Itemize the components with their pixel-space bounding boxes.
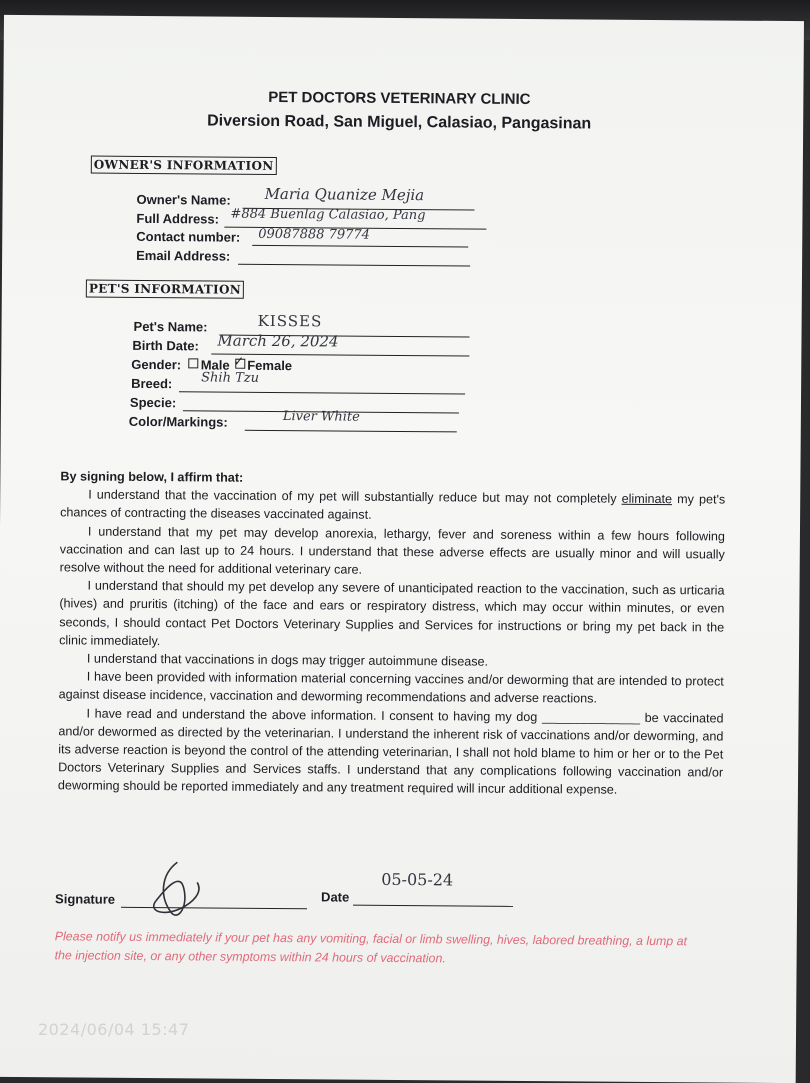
date-line — [353, 904, 513, 907]
owner-name-label: Owner's Name: — [136, 191, 231, 208]
owner-section-title: OWNER'S INFORMATION — [91, 156, 277, 175]
agreement-lead: By signing below, I affirm that: — [60, 469, 244, 485]
male-label: Male — [200, 357, 230, 373]
pet-name-value: KISSES — [257, 311, 323, 331]
agreement-text — [58, 467, 726, 800]
male-checkbox[interactable] — [189, 358, 199, 368]
breed-value: Shih Tzu — [201, 370, 260, 386]
clinic-address: Diversion Road, San Miguel, Calasiao, Pangasinan — [207, 112, 592, 133]
date-value: 05-05-24 — [381, 869, 454, 890]
birth-date-line — [211, 352, 469, 356]
email-label: Email Address: — [136, 247, 231, 264]
check-mark-icon: ✓ — [233, 353, 245, 369]
agreement-paragraph-4: I understand that vaccinations in dogs may trigger autoimmune disease. — [86, 651, 489, 669]
photo-timestamp: 2024/06/04 15:47 — [38, 1020, 190, 1039]
signature-scribble — [137, 856, 218, 927]
clinic-name: PET DOCTORS VETERINARY CLINIC — [268, 88, 531, 108]
pet-name-label: Pet's Name: — [133, 318, 208, 335]
color-markings-value: Liver White — [282, 409, 360, 425]
owner-name-value: Maria Quanize Mejia — [264, 184, 425, 205]
vaccination-notice: Please notify us immediately if your pet has any vomiting, facial or limb swelling, hives, labored breathing, a lump at the injection site, or any other symptoms within 24 hours of vaccination. — [54, 929, 688, 966]
agreement-paragraph-3: I understand that should my pet develop any severe of unanticipated reaction to the vaccination, such as urticaria (hives) and pruritis (itching) of the face and ears or respiratory distress, which may occur within minutes, or even seconds, I should contact Pet Doctors Veterinary Supplies and Services for instructions or bring my pet back in the clinic immediately. — [59, 578, 725, 648]
agreement-paragraph-6 — [58, 704, 724, 800]
breed-label: Breed: — [131, 375, 173, 392]
color-markings-label: Color/Markings: — [128, 413, 228, 430]
birth-date-value: March 26, 2024 — [217, 331, 339, 351]
address-label: Full Address: — [136, 210, 220, 227]
agreement-p1-tail: my pet's chances of contracting the diseases vaccinated against. — [60, 492, 726, 523]
breed-line — [179, 390, 465, 394]
agreement-paragraph-5: I have been provided with information material concerning vaccines and/or deworming that are intended to protect against disease incidence, vaccination and deworming recommendations and adverse reactions. — [58, 669, 724, 706]
contact-label: Contact number: — [136, 228, 241, 245]
signature-label: Signature — [55, 891, 116, 907]
agreement-paragraph-1 — [60, 486, 725, 528]
pet-section-title: PET'S INFORMATION — [86, 280, 244, 299]
contact-line — [252, 244, 468, 248]
contact-value: 09087888 79774 — [258, 226, 371, 243]
female-checkbox[interactable] — [233, 353, 245, 369]
agreement-p6-tail: be vaccinated and/or dewormed as directed by the veterinarian. I understand the inherent risk of vaccinations and/or deworming, and its adverse reaction is beyond the control of the attending veterinarian, I shall not hold blame to him or her or to the Pet Doctors Veterinary Supplies and Services staffs. I understand that any complications following vaccination and/or deworming should be reported immediately and any treatment required will incur additional expense. — [57, 710, 724, 798]
color-markings-line — [245, 429, 457, 433]
email-line — [238, 263, 470, 267]
female-label: Female — [247, 357, 293, 374]
agreement-paragraph-2: I understand that my pet may develop anorexia, lethargy, fever and soreness within a few hours following vaccination and can last up to 24 hours. I understand that these adverse effects are usually minor and will usually resolve without the need for additional veterinary care. — [59, 524, 725, 577]
address-value: #884 Buenlag Calasiao, Pang — [230, 206, 426, 224]
agreement-p1-underlined: eliminate — [621, 491, 673, 507]
dog-name-blank[interactable]: ______________ — [541, 709, 641, 725]
specie-label: Specie: — [129, 394, 177, 411]
agreement-p1-text: I understand that the vaccination of my pet will substantially reduce but may not completely — [88, 487, 622, 506]
agreement-p6-text: I have read and understand the above information. I consent to having my dog — [86, 706, 543, 724]
birth-date-label: Birth Date: — [132, 337, 199, 354]
date-label: Date — [321, 889, 350, 905]
consent-form-paper — [0, 15, 804, 1083]
gender-label-text: Gender: — [131, 356, 182, 373]
